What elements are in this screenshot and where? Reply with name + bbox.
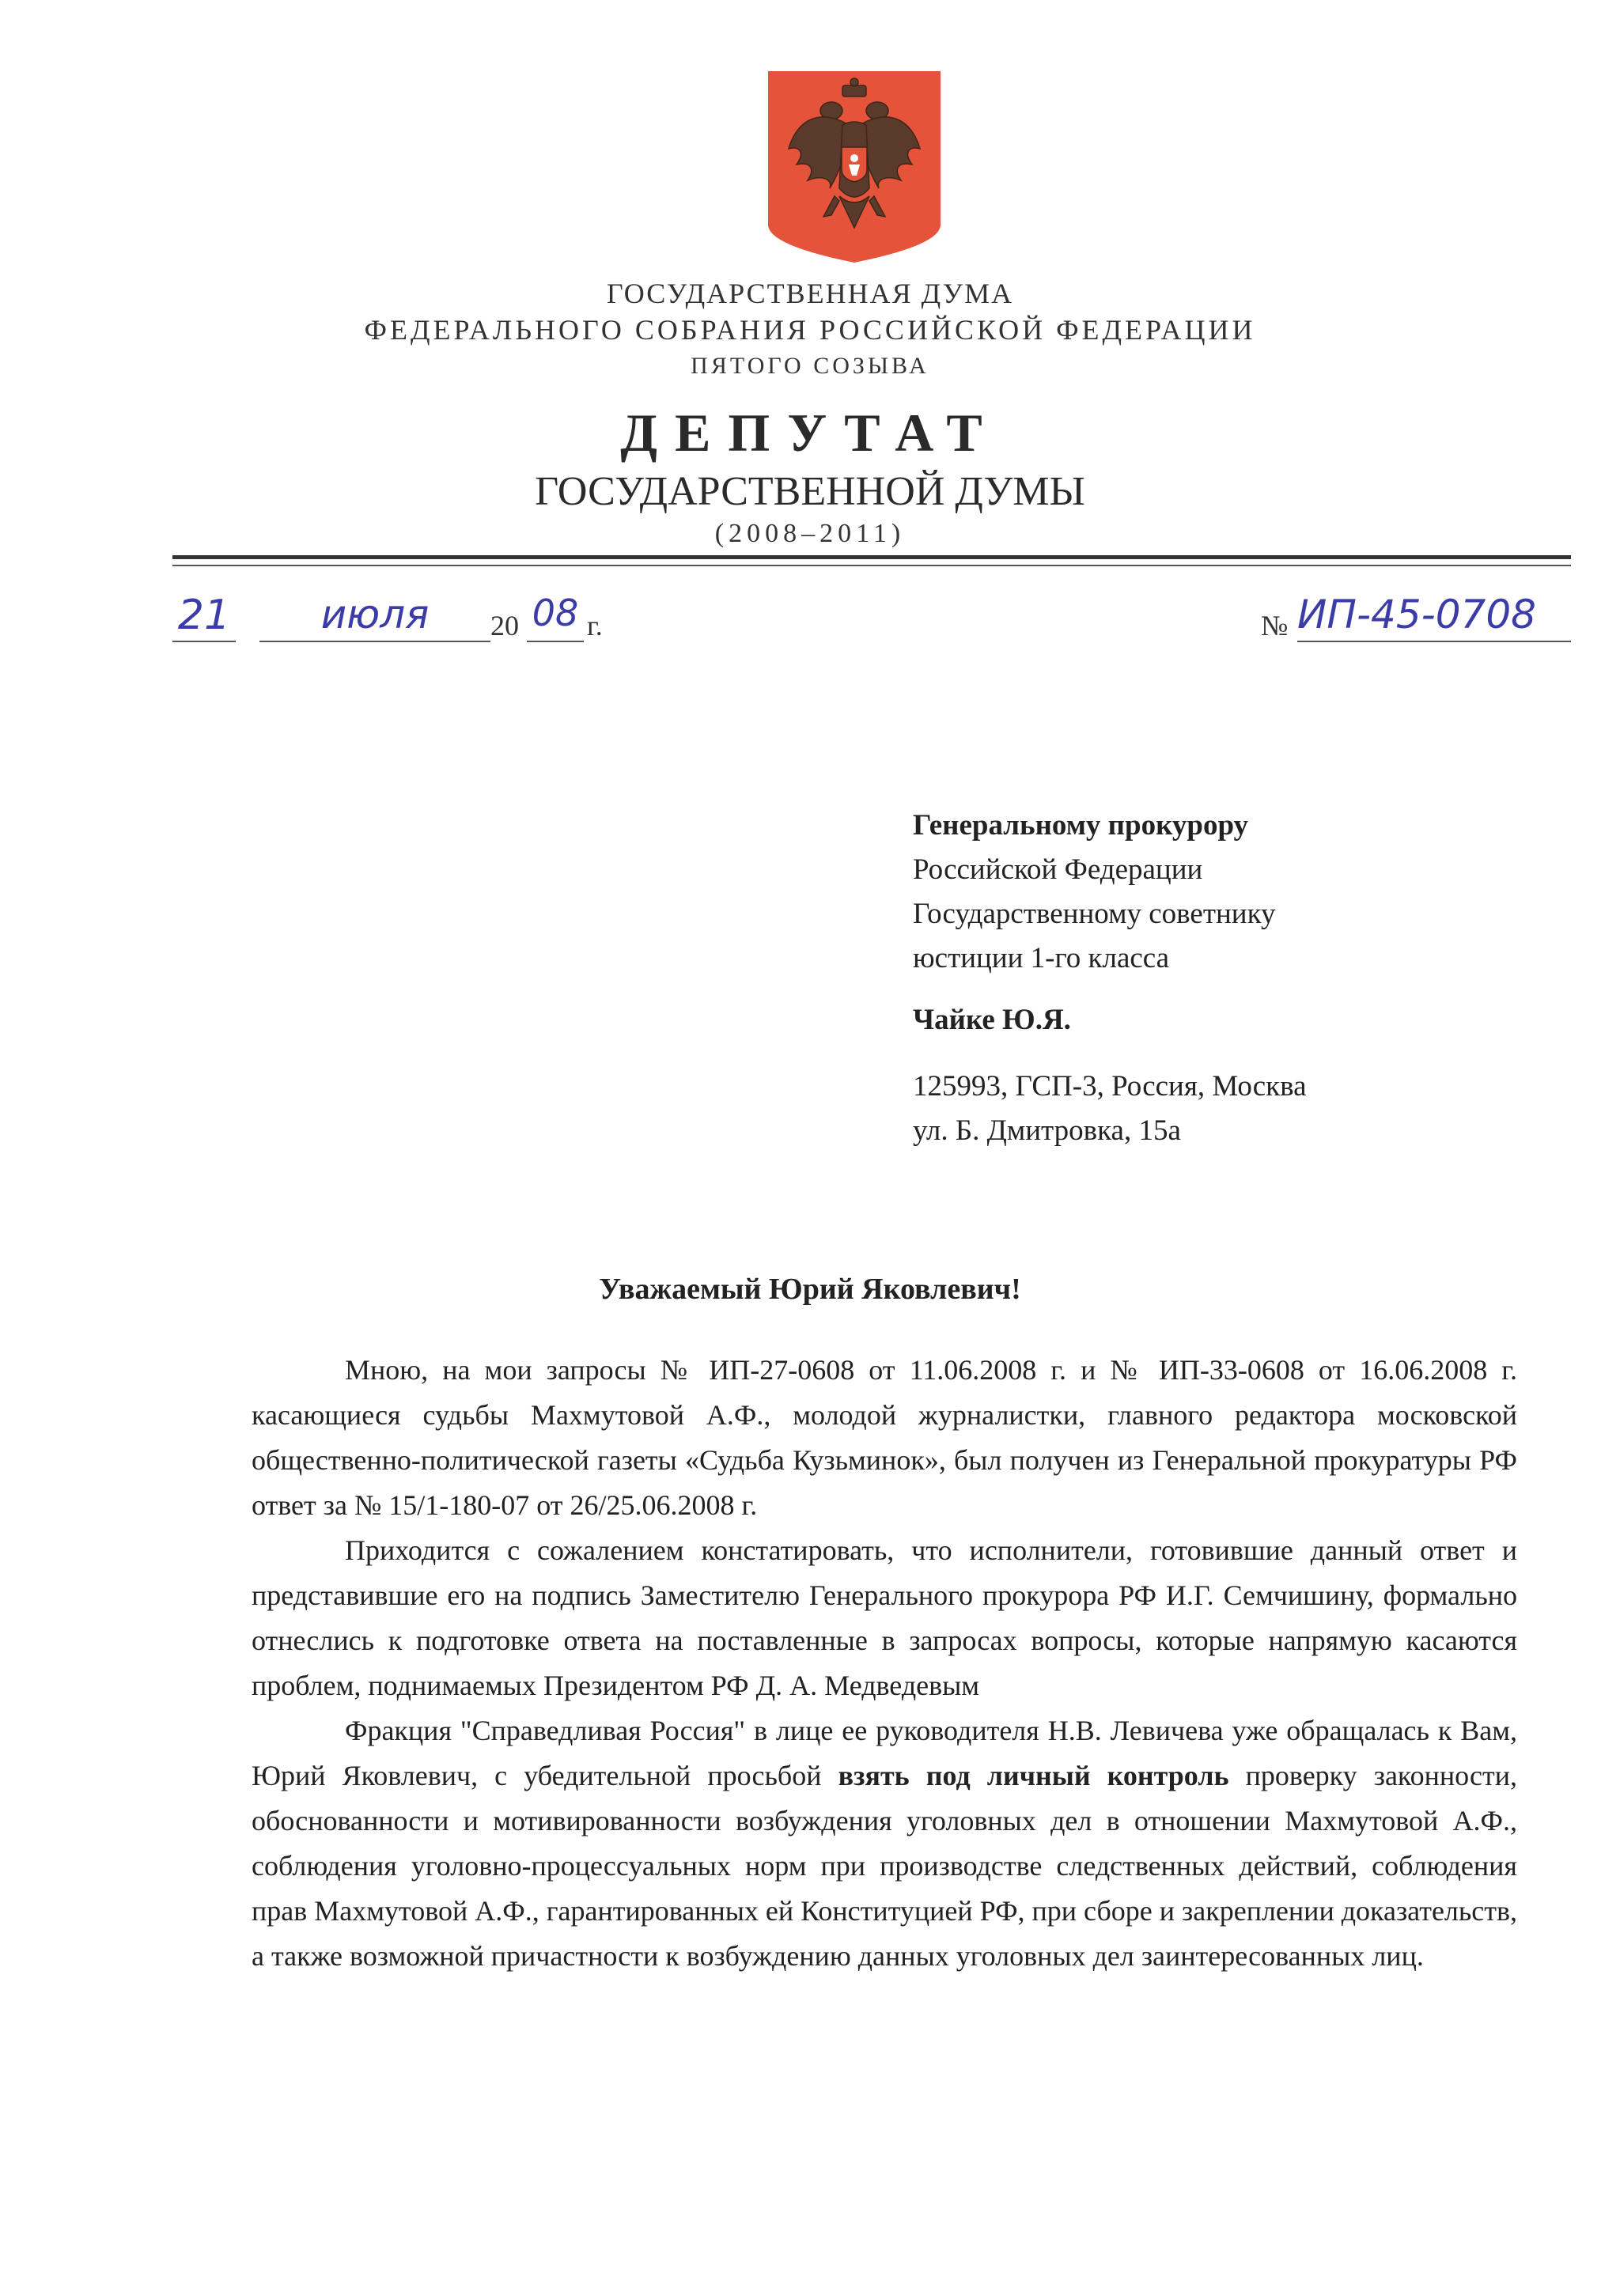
date-year-suffix: г.	[587, 610, 603, 641]
header-divider-thin	[172, 565, 1571, 566]
addressee-line: Государственному советнику	[913, 898, 1276, 930]
header-divider	[172, 555, 1571, 559]
coat-of-arms-icon	[766, 70, 942, 264]
institution-name: ГОСУДАРСТВЕННАЯ ДУМА	[606, 278, 1014, 309]
body-paragraph	[252, 1708, 1517, 1979]
letterhead-subtitle: ГОСУДАРСТВЕННОЙ ДУМЫ	[535, 469, 1085, 514]
term-years: (2008–2011)	[714, 519, 906, 548]
addressee-address: 125993, ГСП-3, Россия, Москва	[913, 1070, 1307, 1103]
body-text: Фракция "Справедливая Россия" в лице ее руководителя Н.В. Левичева уже обращалась к Вам, Юрий Яковлевич, с убедительной просьбой	[252, 1715, 1517, 1791]
letterhead-title: ДЕПУТАТ	[620, 403, 1000, 463]
assembly-name: ФЕДЕРАЛЬНОГО СОБРАНИЯ РОССИЙСКОЙ ФЕДЕРАЦИИ	[364, 314, 1256, 346]
addressee-line: Российской Федерации	[913, 853, 1203, 886]
date-century: 20	[490, 610, 519, 641]
emphasis-text: взять под личный контроль	[838, 1760, 1229, 1791]
body-paragraph: Приходится с сожалением констатировать, что исполнители, готовившие данный ответ и представившие его на подпись Заместителю Генерального прокурора РФ И.Г. Семчишину, формально отнеслись к подготовке ответа на поставленные в запросах вопросы, которые напрямую касаются проблем, поднимаемых Президентом РФ Д. А. Медведевым	[252, 1534, 1517, 1701]
addressee-line: юстиции 1-го класса	[913, 942, 1170, 974]
date-day: 21	[172, 592, 236, 642]
date-year: 08	[527, 592, 584, 642]
convocation: ПЯТОГО СОЗЫВА	[691, 353, 929, 379]
addressee-position: Генеральному прокурору	[913, 809, 1249, 842]
number-sign: №	[1261, 610, 1289, 641]
date-month: июля	[259, 592, 490, 642]
body-text: проверку законности, обоснованности и мотивированности возбуждения уголовных дел в отношении Махмутовой А.Ф., соблюдения уголовно-процессуальных норм при производстве следственных действий, соблюдения прав Махмутовой А.Ф., гарантированных ей Конституцией РФ, при сборе и закреплении доказательств, а также возможной причастности к возбуждению данных уголовных дел заинтересованных лиц.	[252, 1760, 1518, 1972]
letter-body	[252, 1348, 1517, 1979]
body-paragraph: Мною, на мои запросы № ИП-27-0608 от 11.06.2008 г. и № ИП-33-0608 от 16.06.2008 г. касающиеся судьбы Махмутовой А.Ф., молодой журналистки, главного редактора московской общественно-политической газеты «Судьба Кузьминок», был получен из Генеральной прокуратуры РФ ответ за № 15/1-180-07 от 26/25.06.2008 г.	[252, 1354, 1517, 1521]
outgoing-number: ИП-45-0708	[1297, 592, 1571, 642]
addressee-name: Чайке Ю.Я.	[913, 1004, 1071, 1036]
salutation: Уважаемый Юрий Яковлевич!	[599, 1273, 1021, 1306]
addressee-address: ул. Б. Дмитровка, 15а	[913, 1114, 1181, 1147]
